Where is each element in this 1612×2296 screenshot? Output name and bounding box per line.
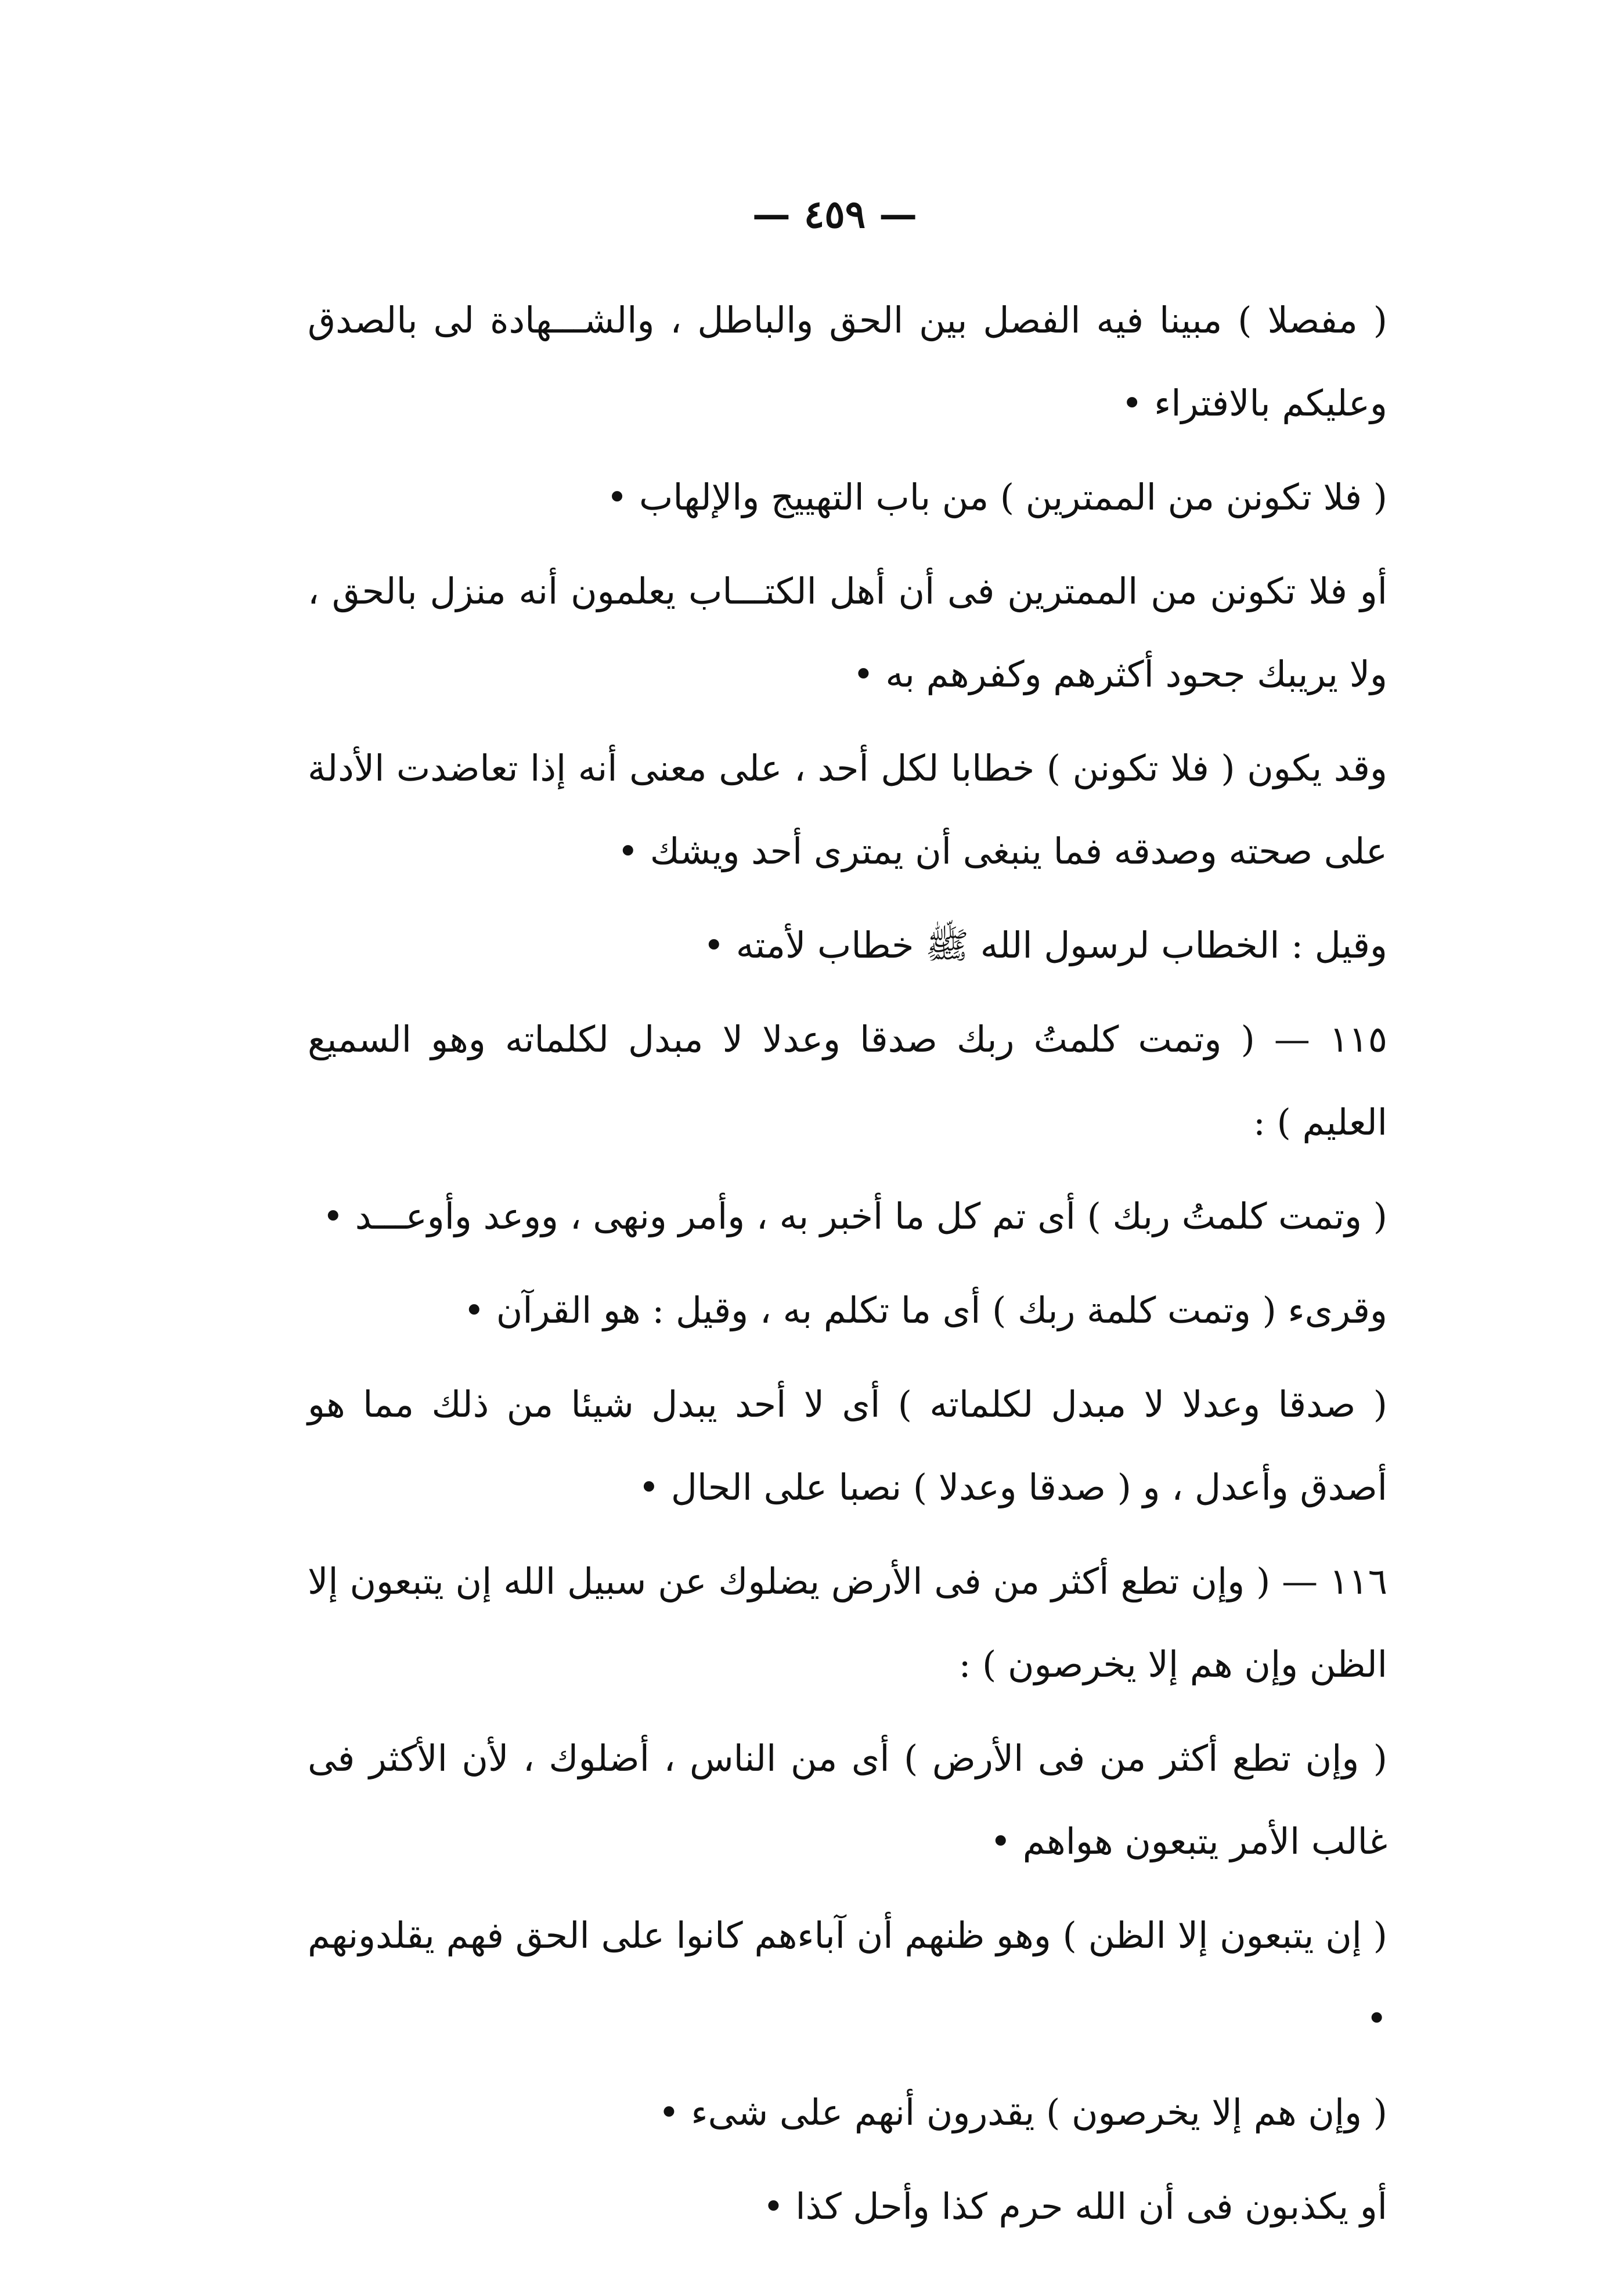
paragraph-7: ( وتمت كلمتُ ربك ) أى تم كل ما أخبر به ، وأمر ونهى ، ووعد وأوعـــد •: [322, 1195, 1387, 1237]
paragraph-11: ( وإن تطع أكثر من فى الأرض ) أى من الناس ، أضلوك ، لأن الأكثر فى غالب الأمر يتبعون هواهم •: [308, 1737, 1387, 1862]
paragraph-14: أو يكذبون فى أن الله حرم كذا وأحل كذا •: [763, 2185, 1387, 2228]
paragraph-2: ( فلا تكونن من الممترين ) من باب التهييج والإلهاب •: [606, 476, 1387, 518]
page-number: — ٤٥٩ —: [752, 192, 918, 237]
paragraph-6: ١١٥ — ( وتمت كلمتُ ربك صدقا وعدلا لا مبدل لكلماته وهو السميع العليم ) :: [308, 1018, 1387, 1143]
paragraph-13: ( وإن هم إلا يخرصون ) يقدرون أنهم على شىء •: [658, 2091, 1387, 2133]
paragraph-4: وقد يكون ( فلا تكونن ) خطابا لكل أحد ، على معنى أنه إذا تعاضدت الأدلة على صحته وصدقه فما ينبغى أن يمترى أحد ويشك •: [308, 747, 1387, 872]
paragraph-8: وقرىء ( وتمت كلمة ربك ) أى ما تكلم به ، وقيل : هو القرآن •: [463, 1289, 1387, 1331]
paragraph-5: وقيل : الخطاب لرسول الله ﷺ خطاب لأمته •: [703, 924, 1387, 966]
paragraph-10: ١١٦ — ( وإن تطع أكثر من فى الأرض يضلوك عن سبيل الله إن يتبعون إلا الظن وإن هم إلا يخرصون ) :: [308, 1560, 1387, 1685]
paragraph-1: ( مفصلا ) مبينا فيه الفصل بين الحق والباطل ، والشـــهادة لى بالصدق وعليكم بالافتراء •: [308, 299, 1387, 424]
paragraph-3: أو فلا تكونن من الممترين فى أن أهل الكتـــاب يعلمون أنه منزل بالحق ، ولا يريبك جحود أكثرهم وكفرهم به •: [308, 570, 1387, 695]
paragraph-9: ( صدقا وعدلا لا مبدل لكلماته ) أى لا أحد يبدل شيئا من ذلك مما هو أصدق وأعدل ، و ( صدقا وعدلا ) نصبا على الحال •: [308, 1383, 1387, 1508]
body-text: [308, 279, 1387, 2259]
paragraph-12: ( إن يتبعون إلا الظن ) وهو ظنهم أن آباءهم كانوا على الحق فهم يقلدونهم •: [308, 1914, 1387, 2039]
